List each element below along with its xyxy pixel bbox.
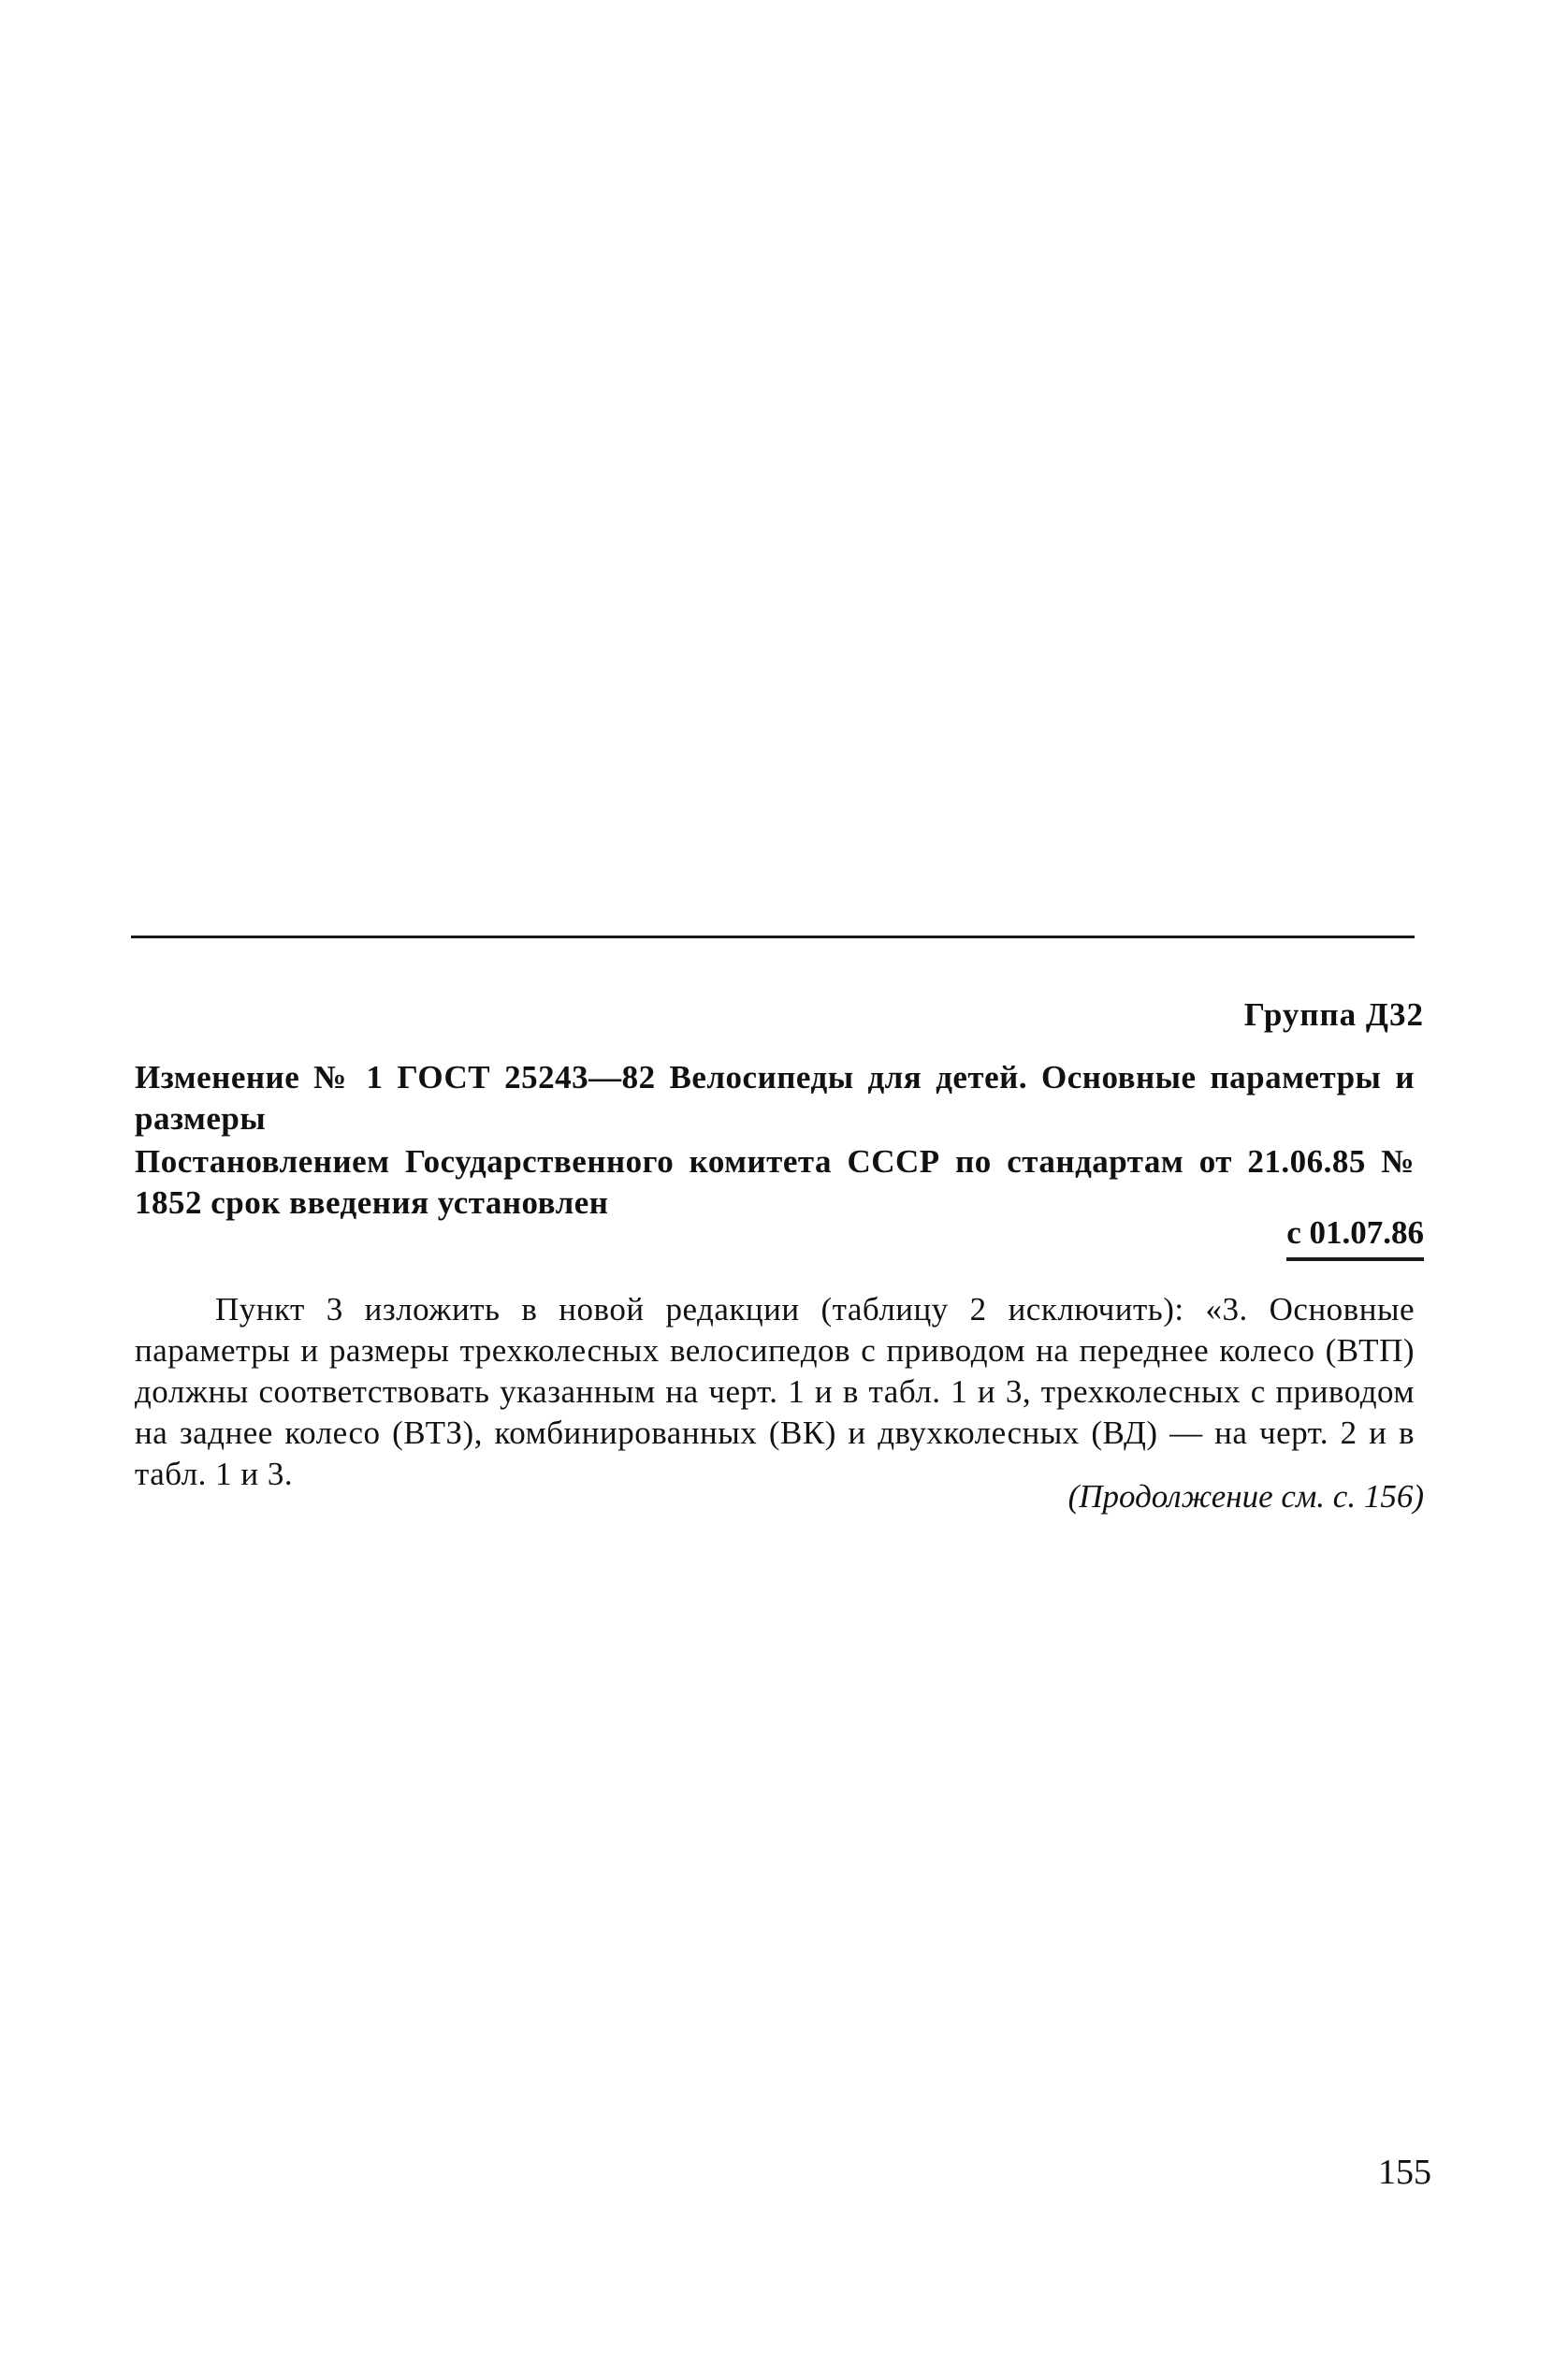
group-label: Группа Д32	[1243, 996, 1424, 1033]
top-rule	[131, 936, 1415, 938]
continuation-note: (Продолжение см. с. 156)	[1067, 1478, 1424, 1515]
body-paragraph: Пункт 3 изложить в новой редакции (таблицу 2 исключить): «3. Основные параметры и размеры трехколесных велосипедов с приводом на переднее колесо (ВТП) должны соответствовать указанным на черт. 1 и в табл. 1 и 3, трехколесных с приводом на заднее колесо (ВТЗ), комбинированных (ВК) и двухколесных (ВД) — на черт. 2 и в табл. 1 и 3.	[135, 1291, 1415, 1492]
effective-date: с 01.07.86	[1286, 1214, 1424, 1261]
page-number: 155	[1378, 2153, 1431, 2192]
resolution-text: Постановлением Государственного комитета СССР по стандартам от 21.06.85 № 1852 срок введения установлен	[135, 1143, 1415, 1221]
change-title: Изменение № 1 ГОСТ 25243—82 Велосипеды для детей. Основные параметры и размеры	[135, 1059, 1415, 1137]
